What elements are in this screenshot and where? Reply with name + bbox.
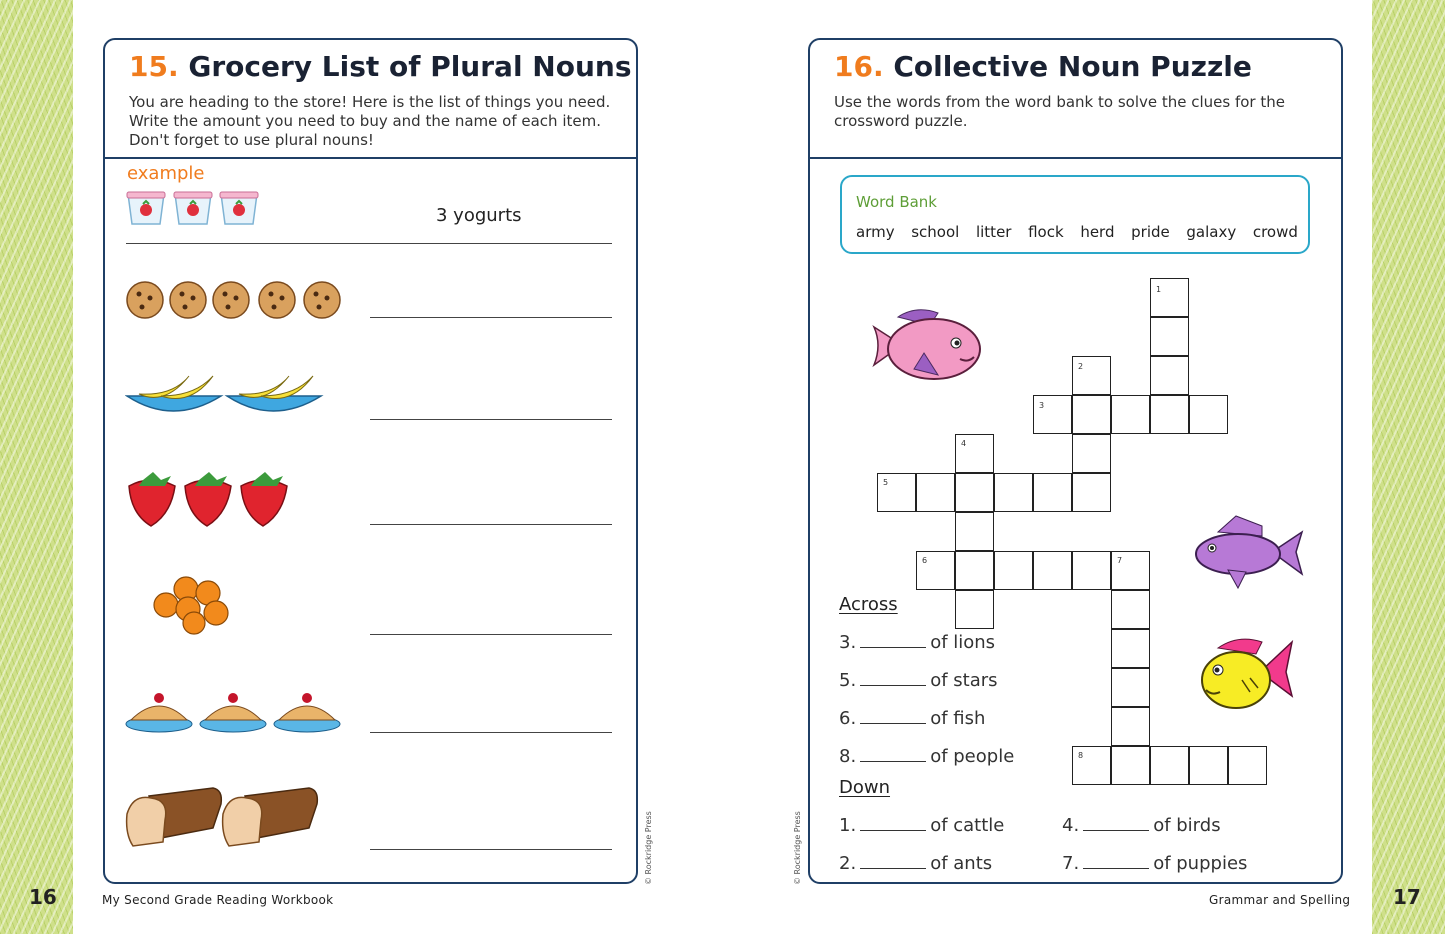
clue-number-label: 6 — [922, 556, 928, 565]
answer-blank[interactable] — [860, 633, 926, 648]
clue-text: of cattle — [930, 815, 1005, 836]
orange-icon — [150, 575, 236, 635]
right-border-decoration — [1372, 0, 1445, 934]
clue-text: of stars — [930, 670, 998, 691]
activity-instructions: Use the words from the word bank to solve the clues for the crossword puzzle. — [834, 93, 1285, 130]
word-bank-words — [856, 223, 1298, 241]
down-clue — [1062, 853, 1247, 874]
clue-number-label: 3 — [1039, 401, 1045, 410]
clue-text: of fish — [930, 708, 986, 729]
crossword-cell[interactable] — [1072, 395, 1111, 434]
word-bank-title: Word Bank — [856, 193, 937, 211]
clue-text: of lions — [930, 632, 996, 653]
answer-blank[interactable] — [1083, 854, 1149, 869]
answer-blank[interactable] — [860, 709, 926, 724]
answer-line-6 — [370, 849, 612, 850]
answer-line-4 — [370, 634, 612, 635]
right-footer: Grammar and Spelling — [1209, 893, 1351, 907]
crossword-cell[interactable] — [1189, 746, 1228, 785]
crossword-cell[interactable] — [1072, 473, 1111, 512]
cookie-icon — [125, 280, 347, 322]
crossword-cell[interactable] — [1111, 629, 1150, 668]
pie-icon — [125, 686, 347, 736]
crossword-cell[interactable] — [1033, 473, 1072, 512]
pink-fish-icon — [868, 303, 988, 391]
left-border-decoration — [0, 0, 73, 934]
clue-number: 8. — [839, 746, 857, 767]
left-footer: My Second Grade Reading Workbook — [102, 893, 334, 907]
clue-text: of birds — [1153, 815, 1221, 836]
example-label: example — [127, 163, 205, 184]
clue-text: of puppies — [1153, 853, 1248, 874]
crossword-cell[interactable] — [1111, 668, 1150, 707]
clue-number: 4. — [1062, 815, 1080, 836]
example-answer: 3 yogurts — [436, 205, 522, 226]
across-clue — [839, 670, 998, 691]
crossword-cell[interactable] — [1111, 707, 1150, 746]
clue-number: 2. — [839, 853, 857, 874]
strawberry-icon — [125, 470, 295, 528]
yellow-fish-icon — [1198, 632, 1296, 718]
across-clue — [839, 746, 1014, 767]
activity-title-text: Collective Noun Puzzle — [893, 50, 1252, 83]
banana-bowl-icon — [125, 370, 325, 422]
answer-blank[interactable] — [860, 854, 926, 869]
word-bank-word: flock — [1028, 223, 1064, 241]
crossword-cell[interactable] — [916, 473, 955, 512]
word-bank-word: galaxy — [1186, 223, 1237, 241]
crossword-cell[interactable] — [1228, 746, 1267, 785]
across-clue — [839, 632, 995, 653]
word-bank-word: crowd — [1252, 223, 1298, 241]
clue-number-label: 5 — [883, 478, 889, 487]
crossword-cell[interactable] — [1111, 590, 1150, 629]
word-bank-word: pride — [1131, 223, 1170, 241]
answer-line-5 — [370, 732, 612, 733]
clue-number: 6. — [839, 708, 857, 729]
answer-line-3 — [370, 524, 612, 525]
answer-line-2 — [370, 419, 612, 420]
activity-number: 16. — [834, 50, 884, 83]
crossword-cell[interactable] — [1072, 434, 1111, 473]
crossword-cell[interactable] — [955, 473, 994, 512]
word-bank — [840, 175, 1310, 254]
down-heading: Down — [839, 777, 891, 798]
answer-blank[interactable] — [860, 816, 926, 831]
crossword-cell[interactable] — [1072, 551, 1111, 590]
example-answer-line — [126, 243, 612, 244]
activity-title-text: Grocery List of Plural Nouns — [188, 50, 632, 83]
right-credit: © Rockridge Press — [793, 811, 802, 885]
left-credit: © Rockridge Press — [644, 811, 653, 885]
clue-number: 7. — [1062, 853, 1080, 874]
right-page-number: 17 — [1393, 885, 1421, 909]
answer-blank[interactable] — [1083, 816, 1149, 831]
crossword-cell[interactable] — [1111, 395, 1150, 434]
yogurt-icon — [125, 190, 265, 230]
crossword-cell[interactable] — [955, 512, 994, 551]
answer-line-1 — [370, 317, 612, 318]
bread-loaf-icon — [125, 784, 319, 850]
clue-number-label: 1 — [1156, 285, 1162, 294]
clue-number-label: 2 — [1078, 362, 1084, 371]
crossword-cell[interactable] — [955, 590, 994, 629]
crossword-cell[interactable] — [1150, 317, 1189, 356]
answer-blank[interactable] — [860, 747, 926, 762]
clue-text: of people — [930, 746, 1015, 767]
down-clue — [839, 815, 1004, 836]
clue-text: of ants — [930, 853, 993, 874]
answer-blank[interactable] — [860, 671, 926, 686]
word-bank-word: herd — [1080, 223, 1115, 241]
activity-title — [129, 50, 632, 83]
across-heading: Across — [839, 594, 898, 615]
crossword-cell[interactable] — [955, 551, 994, 590]
left-page-number: 16 — [29, 885, 57, 909]
purple-fish-icon — [1192, 512, 1306, 592]
clue-number-label: 7 — [1117, 556, 1123, 565]
crossword-cell[interactable] — [1189, 395, 1228, 434]
activity-instructions: You are heading to the store! Here is the list of things you need. Write the amount you need to buy and the name of each item. Don't forget to use plural nouns! — [129, 93, 611, 149]
clue-number-label: 8 — [1078, 751, 1084, 760]
word-bank-word: army — [856, 223, 895, 241]
crossword-cell[interactable] — [1111, 746, 1150, 785]
word-bank-word: school — [911, 223, 960, 241]
clue-number: 1. — [839, 815, 857, 836]
activity-number: 15. — [129, 50, 179, 83]
down-clue — [1062, 815, 1221, 836]
crossword-cell[interactable] — [1150, 278, 1189, 317]
crossword-cell[interactable] — [1033, 551, 1072, 590]
clue-number: 3. — [839, 632, 857, 653]
clue-number: 5. — [839, 670, 857, 691]
activity-title — [834, 50, 1252, 83]
across-clue — [839, 708, 985, 729]
crossword-header — [810, 40, 1341, 159]
clue-number-label: 4 — [961, 439, 967, 448]
crossword-cell[interactable] — [994, 473, 1033, 512]
word-bank-word: litter — [975, 223, 1012, 241]
crossword-cell[interactable] — [1150, 395, 1189, 434]
crossword-cell[interactable] — [994, 551, 1033, 590]
crossword-cell[interactable] — [1150, 746, 1189, 785]
crossword-cell[interactable] — [1150, 356, 1189, 395]
down-clue — [839, 853, 992, 874]
grocery-list-header — [105, 40, 636, 159]
